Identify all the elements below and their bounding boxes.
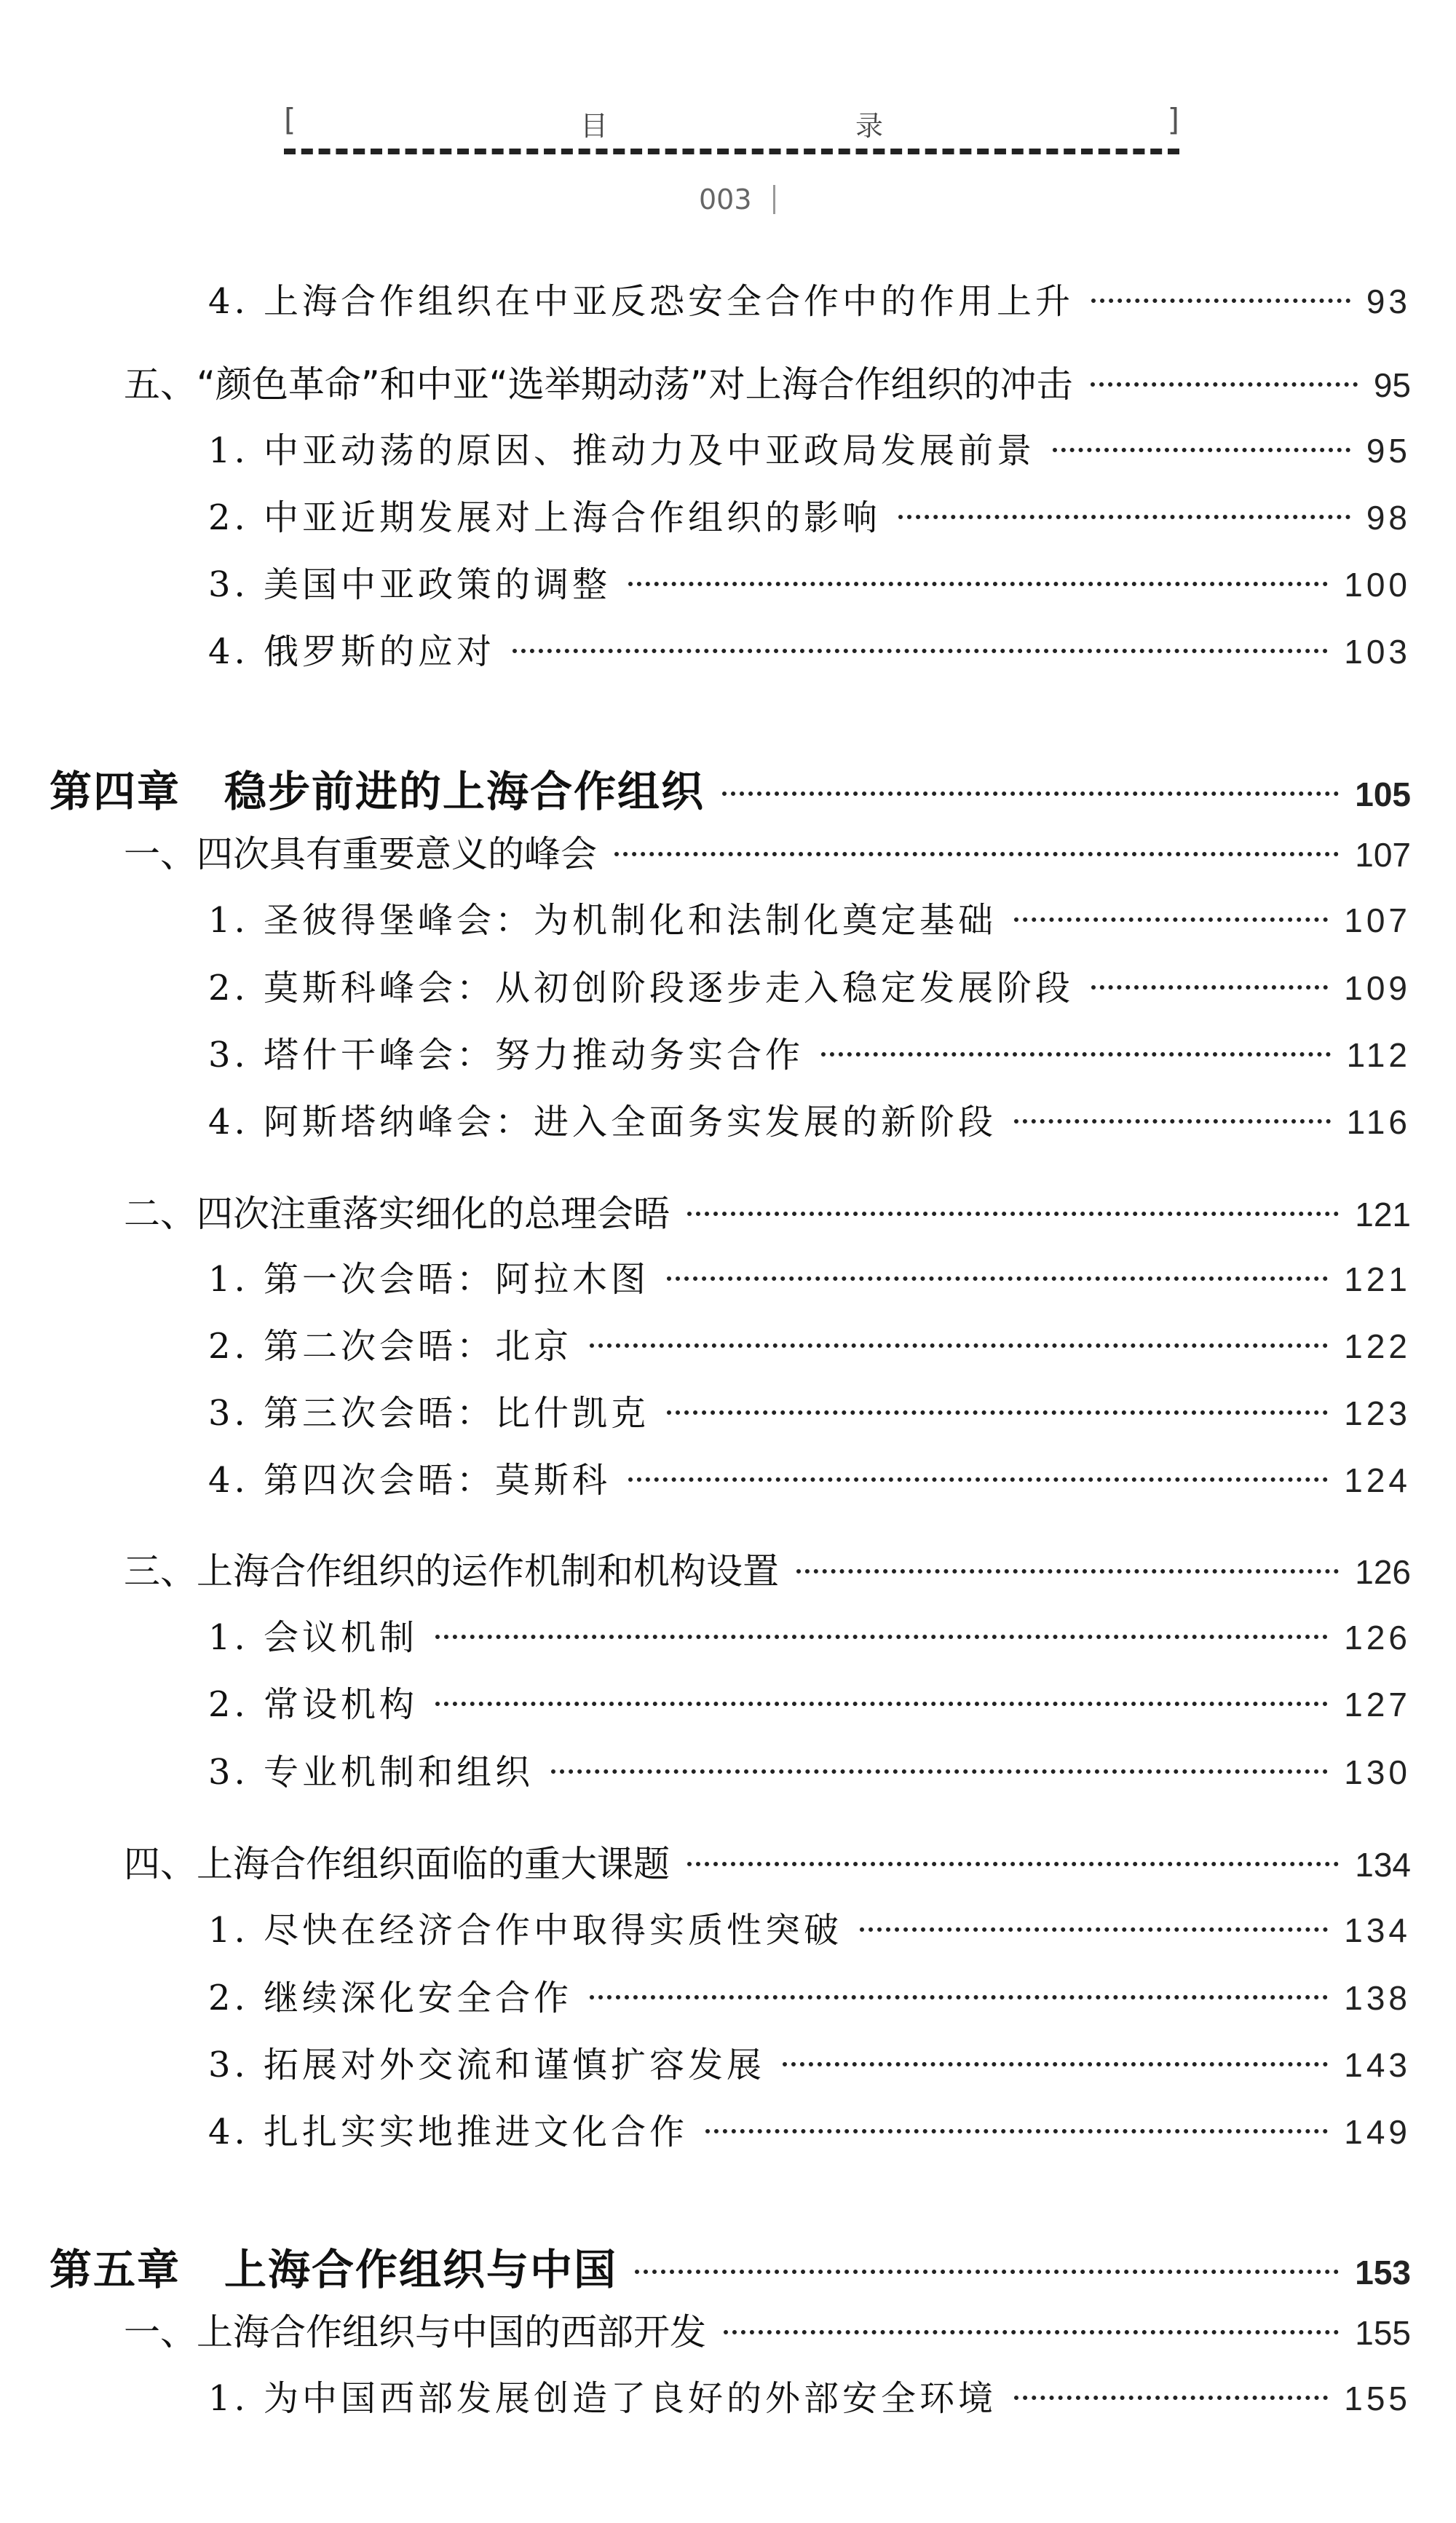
toc-entry-title: 4. 第四次会晤：莫斯科 bbox=[208, 1460, 612, 1501]
toc-dot-leader bbox=[796, 1569, 1339, 1574]
toc-page-number: 134 bbox=[1355, 1846, 1411, 1884]
toc-entry bbox=[208, 1318, 1411, 1369]
toc-page-number: 127 bbox=[1344, 1686, 1411, 1724]
toc-entry-title: 2. 第二次会晤：北京 bbox=[208, 1326, 573, 1367]
toc-dot-leader bbox=[1014, 1119, 1331, 1124]
toc-entry-title: 2. 中亚近期发展对上海合作组织的影响 bbox=[208, 497, 882, 538]
toc-entry bbox=[208, 1744, 1411, 1795]
toc-page-number: 123 bbox=[1344, 1394, 1411, 1432]
toc-entry-title: 第四章 稳步前进的上海合作组织 bbox=[50, 767, 705, 816]
toc-entry-title: 1. 第一次会晤：阿拉木图 bbox=[208, 1259, 650, 1300]
toc-dot-leader bbox=[687, 1862, 1339, 1866]
toc-entry bbox=[208, 1452, 1411, 1503]
toc-entry bbox=[208, 422, 1411, 473]
toc-entry-title: 1. 会议机制 bbox=[208, 1617, 419, 1658]
header-left-bracket: [ bbox=[284, 102, 296, 138]
toc-page-number: 112 bbox=[1346, 1036, 1411, 1074]
toc-page-number: 134 bbox=[1344, 1911, 1411, 1949]
toc-page-number: 95 bbox=[1373, 366, 1411, 404]
toc-dot-leader bbox=[1014, 2396, 1328, 2400]
toc-page-number: 122 bbox=[1344, 1327, 1411, 1365]
toc-dot-leader bbox=[1091, 382, 1358, 387]
toc-entry bbox=[208, 1902, 1411, 1953]
toc-dot-leader bbox=[1014, 917, 1328, 922]
toc-entry-title: 1. 为中国西部发展创造了良好的外部安全环境 bbox=[208, 2378, 997, 2419]
toc-dot-leader bbox=[860, 1927, 1328, 1932]
toc-page-number: 124 bbox=[1344, 1461, 1411, 1499]
toc-entry-title: 3. 塔什干峰会：努力推动务实合作 bbox=[208, 1035, 804, 1075]
toc-dot-leader bbox=[667, 1276, 1328, 1281]
toc-page-number: 130 bbox=[1344, 1753, 1411, 1791]
toc-entry-title: 4. 俄罗斯的应对 bbox=[208, 631, 496, 672]
toc-dot-leader bbox=[821, 1052, 1331, 1057]
toc-dot-leader bbox=[724, 2330, 1339, 2334]
toc-dot-leader bbox=[1091, 299, 1350, 303]
toc-dot-leader bbox=[1053, 448, 1350, 452]
toc-entry bbox=[208, 1385, 1411, 1436]
toc-page-number: 155 bbox=[1355, 2314, 1411, 2352]
toc-page-number: 109 bbox=[1344, 969, 1411, 1007]
toc-dot-leader bbox=[513, 649, 1328, 653]
toc-entry-title: 3. 专业机制和组织 bbox=[208, 1752, 534, 1793]
toc-dot-leader bbox=[783, 2062, 1328, 2066]
toc-dot-leader bbox=[635, 2270, 1339, 2274]
toc-entry-title: 四、上海合作组织面临的重大课题 bbox=[124, 1843, 670, 1885]
toc-entry bbox=[124, 1542, 1411, 1593]
toc-entry-title: 1. 尽快在经济合作中取得实质性突破 bbox=[208, 1910, 843, 1951]
toc-entry-title: 2. 莫斯科峰会：从初创阶段逐步走入稳定发展阶段 bbox=[208, 968, 1075, 1008]
toc-entry-title: 2. 继续深化安全合作 bbox=[208, 1978, 573, 2018]
toc-page-number: 116 bbox=[1346, 1103, 1411, 1141]
toc-entry bbox=[208, 2037, 1411, 2088]
toc-dot-leader bbox=[435, 1702, 1328, 1706]
toc-entry bbox=[208, 1970, 1411, 2021]
toc-page-number: 143 bbox=[1344, 2046, 1411, 2084]
toc-entry-title: 4. 阿斯塔纳峰会：进入全面务实发展的新阶段 bbox=[208, 1102, 997, 1142]
toc-entry-title: 3. 拓展对外交流和谨慎扩容发展 bbox=[208, 2045, 766, 2085]
toc-page-number: 138 bbox=[1344, 1979, 1411, 2017]
toc-entry bbox=[124, 1185, 1411, 1236]
toc-entry bbox=[124, 2303, 1411, 2354]
toc-entry-title: 三、上海合作组织的运作机制和机构设置 bbox=[124, 1550, 779, 1592]
toc-dot-leader bbox=[551, 1769, 1328, 1774]
toc-dot-leader bbox=[628, 582, 1328, 586]
toc-entry bbox=[50, 2235, 1411, 2294]
toc-entry-title: 第五章 上海合作组织与中国 bbox=[50, 2245, 618, 2294]
toc-page-number: 98 bbox=[1366, 499, 1411, 537]
toc-dot-leader bbox=[435, 1635, 1328, 1639]
toc-entry-title: 2. 常设机构 bbox=[208, 1684, 419, 1725]
toc-entry bbox=[208, 1251, 1411, 1302]
toc-entry bbox=[208, 2104, 1411, 2155]
toc-entry-title: 1. 中亚动荡的原因、推动力及中亚政局发展前景 bbox=[208, 430, 1036, 471]
toc-entry-title: 1. 圣彼得堡峰会：为机制化和法制化奠定基础 bbox=[208, 900, 997, 941]
toc-entry bbox=[208, 960, 1411, 1011]
toc-entry bbox=[208, 892, 1411, 943]
toc-entry-title: 一、四次具有重要意义的峰会 bbox=[124, 833, 597, 875]
toc-page-number: 126 bbox=[1344, 1619, 1411, 1657]
toc-dot-leader bbox=[687, 1212, 1339, 1216]
header-title: 目录 bbox=[579, 110, 1131, 142]
toc-page-number: 107 bbox=[1355, 836, 1411, 874]
toc-page-number: 121 bbox=[1355, 1196, 1411, 1233]
toc-dot-leader bbox=[898, 515, 1350, 519]
toc-entry bbox=[208, 556, 1411, 607]
toc-entry bbox=[124, 825, 1411, 876]
toc-entry-title: 4. 上海合作组织在中亚反恐安全合作中的作用上升 bbox=[208, 281, 1075, 322]
toc-dot-leader bbox=[628, 1477, 1328, 1482]
toc-page-number: 149 bbox=[1344, 2113, 1411, 2151]
toc-page-number: 103 bbox=[1344, 633, 1411, 671]
toc-entry bbox=[208, 1676, 1411, 1727]
toc-entry bbox=[208, 1027, 1411, 1078]
toc-entry bbox=[208, 1609, 1411, 1660]
toc-dot-leader bbox=[590, 1995, 1328, 1999]
toc-page-number: 121 bbox=[1344, 1260, 1411, 1298]
toc-dot-leader bbox=[590, 1343, 1328, 1348]
toc-entry bbox=[208, 273, 1411, 324]
toc-entry bbox=[208, 623, 1411, 674]
toc-page-number: 93 bbox=[1366, 283, 1411, 320]
toc-page-number: 153 bbox=[1355, 2254, 1411, 2291]
toc-dot-leader bbox=[722, 791, 1339, 796]
toc-page-number: 100 bbox=[1344, 566, 1411, 604]
header-right-bracket: ] bbox=[1167, 102, 1179, 138]
toc-page-number: 95 bbox=[1366, 432, 1411, 470]
toc-entry bbox=[208, 1094, 1411, 1145]
toc-entry-title: 二、四次注重落实细化的总理会晤 bbox=[124, 1193, 670, 1235]
toc-entry bbox=[208, 489, 1411, 540]
toc-entry-title: 五、“颜色革命”和中亚“选举期动荡”对上海合作组织的冲击 bbox=[124, 363, 1073, 406]
page-number: 003 bbox=[699, 183, 752, 216]
toc-dot-leader bbox=[705, 2129, 1328, 2133]
toc-entry bbox=[124, 1835, 1411, 1886]
toc-entry bbox=[124, 355, 1411, 406]
toc-entry-title: 3. 美国中亚政策的调整 bbox=[208, 564, 612, 605]
toc-dot-leader bbox=[1091, 985, 1328, 990]
toc-page-number: 105 bbox=[1355, 775, 1411, 813]
toc-entry bbox=[208, 2370, 1411, 2421]
toc-page-number: 126 bbox=[1355, 1553, 1411, 1591]
toc-entry-title: 3. 第三次会晤：比什凯克 bbox=[208, 1393, 650, 1434]
toc-dot-leader bbox=[667, 1410, 1328, 1415]
toc-entry-title: 4. 扎扎实实地推进文化合作 bbox=[208, 2112, 689, 2152]
toc-page-number: 107 bbox=[1344, 901, 1411, 939]
toc-page-number: 155 bbox=[1344, 2380, 1411, 2417]
toc-entry bbox=[50, 757, 1411, 816]
toc-entry-title: 一、上海合作组织与中国的西部开发 bbox=[124, 2311, 706, 2353]
toc-dot-leader bbox=[614, 852, 1339, 856]
